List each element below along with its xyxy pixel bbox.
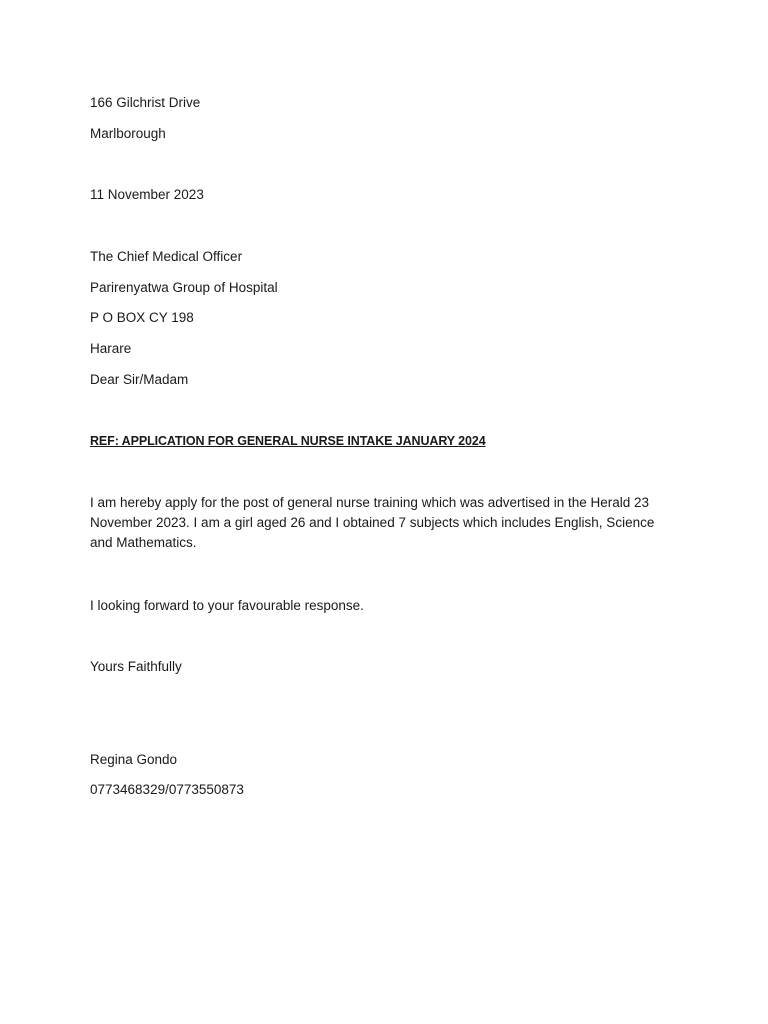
recipient-line-2: Parirenyatwa Group of Hospital <box>90 280 278 295</box>
recipient-line-4: Harare <box>90 341 132 356</box>
signatory-name: Regina Gondo <box>90 752 178 767</box>
sender-address-line-2: Marlborough <box>90 126 166 141</box>
recipient-line-1: The Chief Medical Officer <box>90 249 243 264</box>
sender-address-line-1: 166 Gilchrist Drive <box>90 95 201 110</box>
body-paragraph-1: I am hereby apply for the post of general nurse training which was advertised in the Herald 23 November 2023. I am a girl aged 26 and I obtained 7 subjects which includes English, Science and Mathematics. <box>90 495 655 550</box>
letter-date: 11 November 2023 <box>90 187 204 202</box>
recipient-line-3: P O BOX CY 198 <box>90 310 194 325</box>
salutation: Dear Sir/Madam <box>90 372 189 387</box>
closing: Yours Faithfully <box>90 659 182 674</box>
reference-heading: REF: APPLICATION FOR GENERAL NURSE INTAKE JANUARY 2024 <box>90 434 486 448</box>
body-paragraph-2: I looking forward to your favourable response. <box>90 598 364 613</box>
signatory-phone: 0773468329/0773550873 <box>90 782 244 797</box>
